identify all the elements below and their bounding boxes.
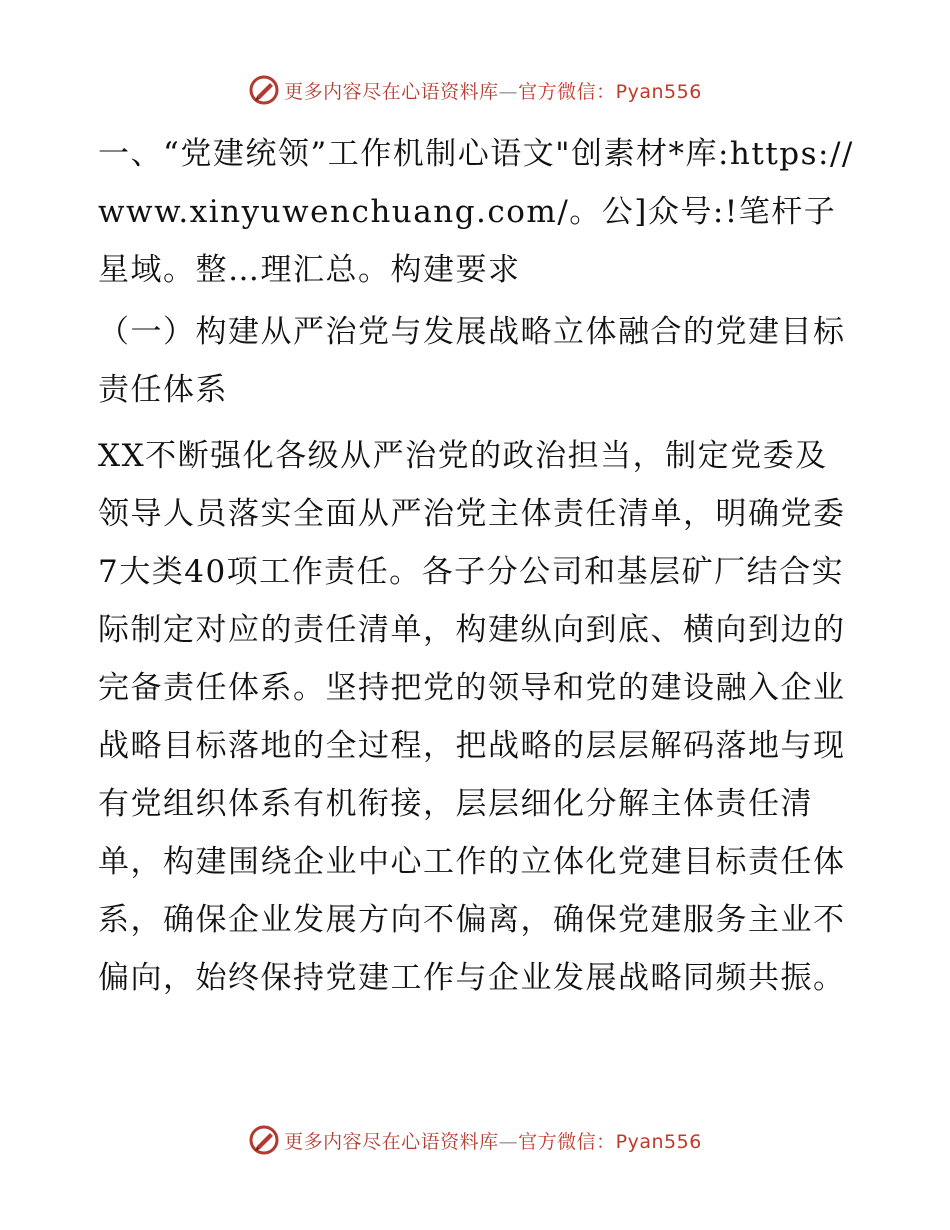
- section-heading: 一、“党建统领”工作机制心语文"创素材*库:https://www.xinyuwenchuang.com/。公]众号:!笔杆子星域。整…理汇总。构建要求: [98, 136, 854, 288]
- header-banner: [0, 70, 950, 110]
- pen-circle-icon: [248, 74, 280, 106]
- body-paragraph: XX不断强化各级从严治党的政治担当，制定党委及领导人员落实全面从严治党主体责任清单，明确党委7大类40项工作责任。各子分公司和基层矿厂结合实际制定对应的责任清单，构建纵向到底、横向到边的完备责任体系。坚持把党的领导和党的建设融入企业战略目标落地的全过程，把战略的层层解码落地与现有党组织体系有机衔接，层层细化分解主体责任清单，构建围绕企业中心工作的立体化党建目标责任体系，确保企业发展方向不偏离，确保党建服务主业不偏向，始终保持党建工作与企业发展战略同频共振。: [98, 438, 846, 996]
- document-body: [98, 125, 858, 1007]
- subsection-heading: （一）构建从严治党与发展战略立体融合的党建目标责任体系: [98, 314, 846, 408]
- banner-main-text: 更多内容尽在心语资料库: [284, 1130, 499, 1153]
- banner-separator: —: [498, 1130, 519, 1153]
- banner-main-text: 更多内容尽在心语资料库: [284, 80, 499, 103]
- banner-text: [284, 77, 702, 104]
- pen-circle-icon: [248, 1124, 280, 1156]
- footer-banner: [0, 1120, 950, 1160]
- banner-sub-text: 官方微信：Pyan556: [518, 80, 702, 103]
- banner-sub-text: 官方微信：Pyan556: [518, 1130, 702, 1153]
- banner-separator: —: [498, 80, 519, 103]
- banner-text: [284, 1127, 702, 1154]
